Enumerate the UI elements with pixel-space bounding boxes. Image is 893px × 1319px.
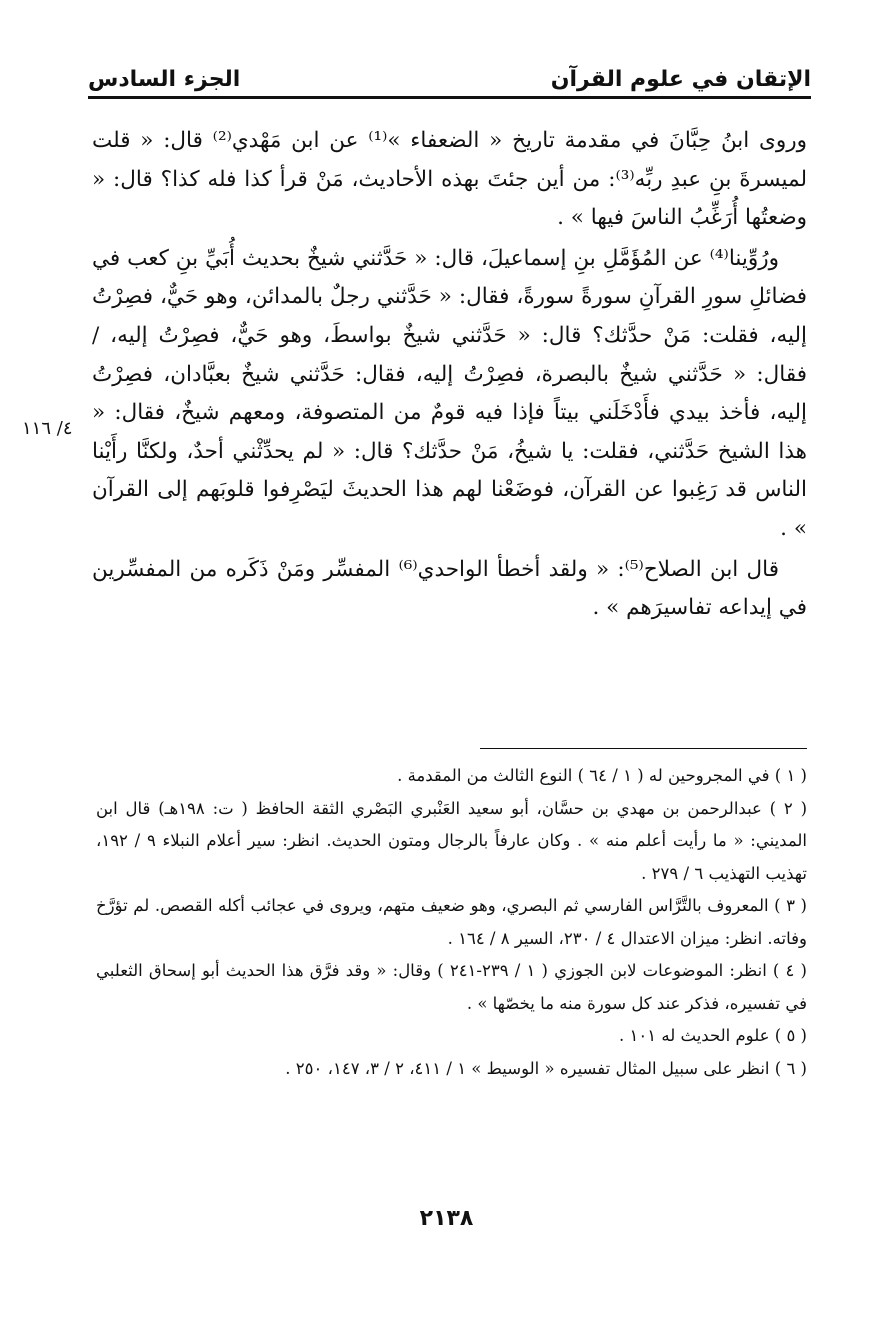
footnote-6: ( ٦ ) انظر على سبيل المثال تفسيره « الوسيط » ١ / ٤١١، ٢ / ٣، ١٤٧، ٢٥٠ .	[285, 1058, 807, 1078]
part-label: الجزء السادس	[88, 67, 241, 92]
body-paragraph-3: قال ابن الصلاح⁽⁵⁾: « ولقد أخطأ الواحدي⁽⁶⁾ المفسِّر ومَنْ ذَكَره من المفسِّرين في إيداعه تفاسيرَهم » .	[92, 556, 807, 621]
page-number: ٢١٣٨	[419, 1206, 474, 1231]
header-rule	[88, 96, 811, 99]
footnotes	[96, 760, 807, 1085]
footnote-5: ( ٥ ) علوم الحديث له ١٠١ .	[619, 1026, 807, 1045]
book-title: الإتقان في علوم القرآن	[550, 67, 811, 92]
footnote-2: ( ٢ ) عبدالرحمن بن مهدي بن حسَّان، أبو سعيد العَنْبري البَصْري الثقة الحافظ ( ت: ١٩٨هـ) قال ابن المديني: « ما رأيت أعلم منه » . وكان عارفاً بالرجال ومتون الحديث. انظر: سير أعلام النبلاء ٩ / ١٩٢، تهذيب التهذيب ٦ / ٢٧٩ .	[96, 798, 807, 883]
footnote-1: ( ١ ) في المجروحين له ( ١ / ٦٤ ) النوع الثالث من المقدمة .	[397, 766, 807, 785]
footnote-4: ( ٤ ) انظر: الموضوعات لابن الجوزي ( ١ / ٢٣٩-٢٤١ ) وقال: « وقد فرَّق هذا الحديث أبو إسحاق الثعلبي في تفسيره، فذكر عند كل سورة منه ما يخصّها » .	[96, 961, 807, 1013]
footnote-3: ( ٣ ) المعروف بالتَّرَّاس الفارسي ثم البصري، وهو ضعيف متهم، ويروى في عجائب أكله القصص. لم تؤرَّخ وفاته. انظر: ميزان الاعتدال ٤ / ٢٣٠، السير ٨ / ١٦٤ .	[96, 896, 807, 948]
body-paragraph-1: وروى ابنُ حِبَّانَ في مقدمة تاريخ « الضعفاء »⁽¹⁾ عن ابن مَهْدي⁽²⁾ قال: « قلت لميسرةَ بنِ عبدِ ربِّه⁽³⁾: من أين جئتَ بهذه الأحاديث، مَنْ قرأ كذا فله كذا؟ قال: « وضعتُها أُرَغِّبُ الناسَ فيها » .	[92, 128, 808, 231]
main-text	[92, 122, 807, 630]
footnote-separator	[480, 748, 807, 749]
body-paragraph-2: ورُوِّينا⁽⁴⁾ عن المُؤَمَّلِ بنِ إسماعيلَ، قال: « حَدَّثني شيخٌ بحديث أُبَيِّ بنِ كعب في فضائلِ سورِ القرآنِ سورةً سورةً، فقال: « حَدَّثني رجلٌ بالمدائن، وهو حَيٌّ، فصِرْتُ إليه، فقلت: مَنْ حدَّثك؟ قال: « حَدَّثني شيخٌ بواسطَ، وهو حَيٌّ، فصِرْتُ إليه، / فقال: « حَدَّثني شيخٌ بالبصرة، فصِرْتُ إليه، فقال: حَدَّثني شيخٌ بعبَّادان، فصِرْتُ إليه، فأخذ بيدي فأَدْخَلَني بيتاً فإذا فيه قومٌ من المتصوفة، ومعهم شيخٌ، فقال: « هذا الشيخ حَدَّثني، فقلت: يا شيخُ، مَنْ حدَّثك؟ قال: « لم يحدِّثْني أحدٌ، ولكنَّا رأَيْنا الناس قد رَغِبوا عن القرآن، فوضَعْنا لهم هذا الحديثَ ليَصْرِفوا قلوبَهم إلى القرآن » .	[92, 245, 807, 541]
running-header	[88, 52, 811, 92]
margin-page-marker: ٤/ ١١٦	[22, 418, 73, 439]
